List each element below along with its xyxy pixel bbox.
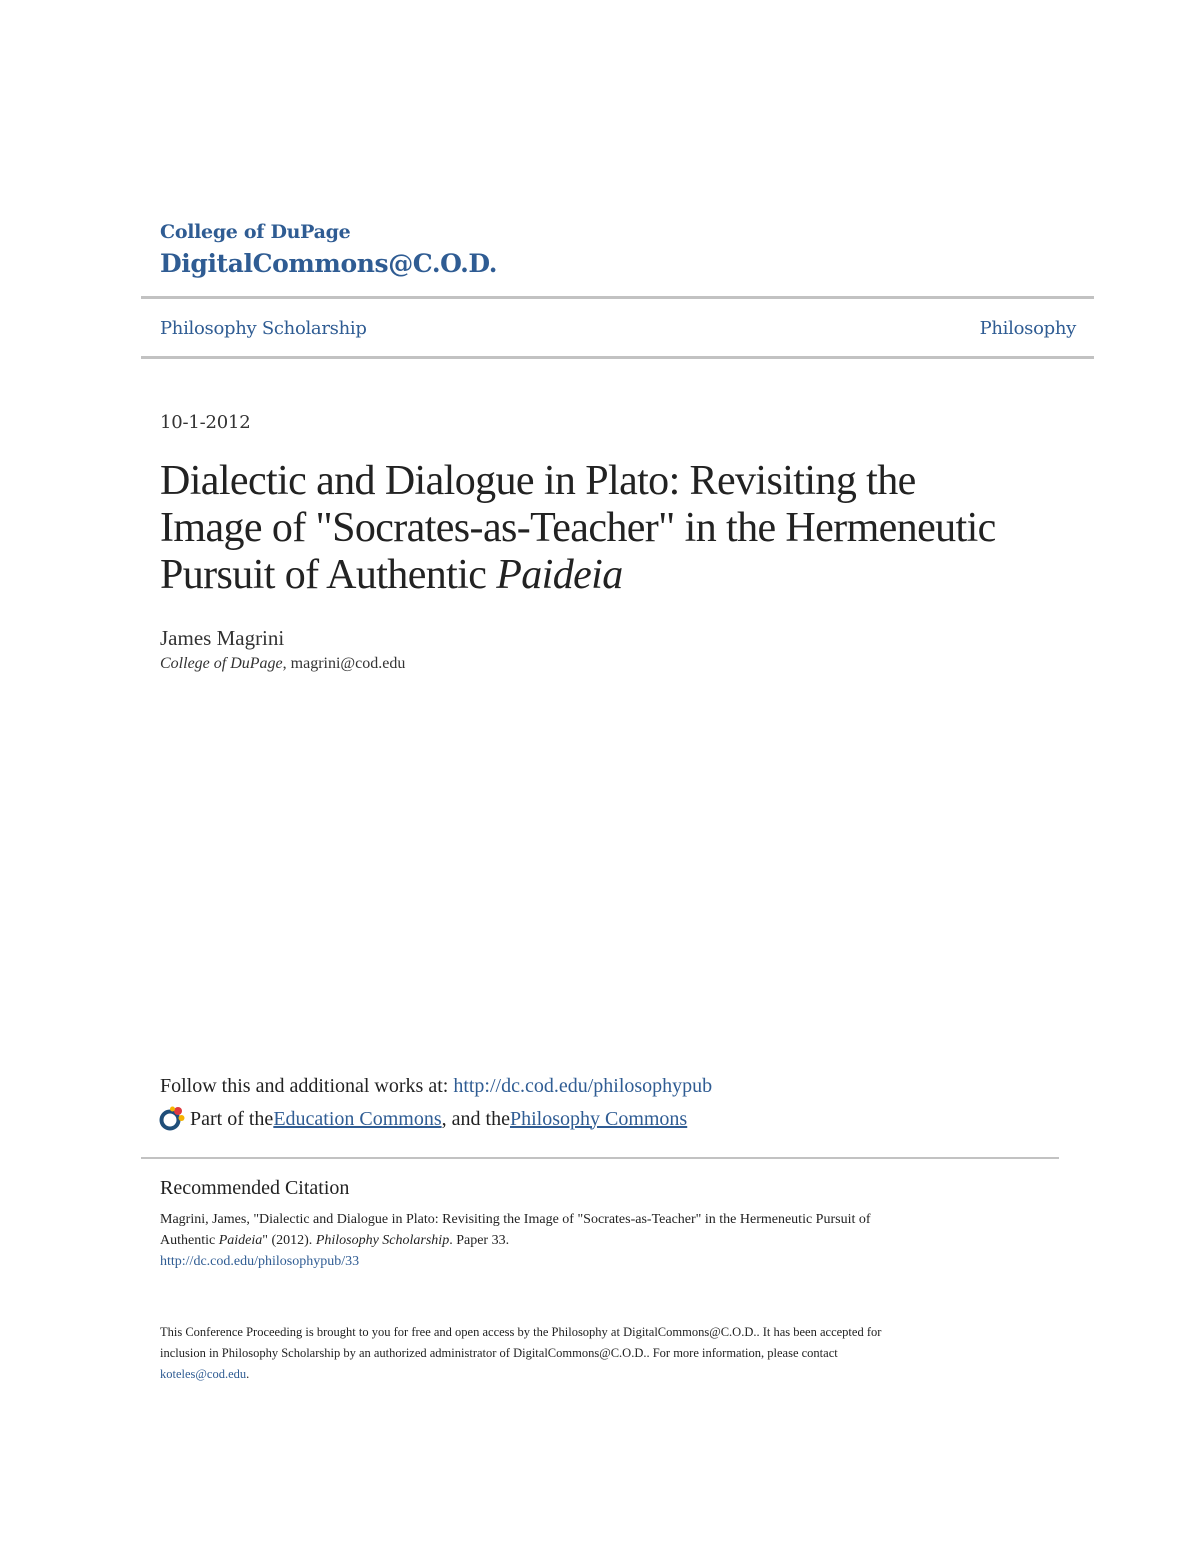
philosophy-commons-link[interactable]: Philosophy Commons — [509, 1107, 688, 1130]
access-line-1: This Conference Proceeding is brought to you for free and open access by the Philosophy at DigitalCommons@C.O.D.. It has been accepted for — [160, 1325, 882, 1339]
citation-line-2-pre: Authentic — [160, 1233, 219, 1248]
nav-bottom-rule — [141, 356, 1094, 359]
institution-name[interactable]: College of DuPage — [160, 221, 351, 243]
department-link[interactable]: Philosophy — [979, 318, 1076, 339]
citation-text — [160, 1209, 1040, 1272]
top-rule — [141, 296, 1094, 299]
recommended-citation-heading: Recommended Citation — [160, 1177, 350, 1199]
citation-italic-word: Paideia — [218, 1233, 263, 1248]
repository-name[interactable]: DigitalCommons@C.O.D. — [160, 249, 498, 278]
title-line-2: Image of "Socrates-as-Teacher" in the Hermeneutic — [160, 505, 996, 551]
series-link[interactable]: Philosophy Scholarship — [160, 318, 367, 339]
title-italic-word: Paideia — [496, 552, 623, 598]
author-affiliation — [160, 655, 405, 673]
access-end: . — [246, 1367, 250, 1381]
follow-url-link[interactable]: http://dc.cod.edu/philosophypub — [453, 1075, 713, 1097]
follow-line — [160, 1075, 712, 1098]
education-commons-link[interactable]: Education Commons — [273, 1107, 442, 1130]
part-of-middle: , and the — [441, 1107, 510, 1130]
publication-date: 10-1-2012 — [160, 412, 251, 433]
access-line-3 — [160, 1364, 1040, 1385]
part-of-line — [158, 1105, 687, 1133]
citation-series: Philosophy Scholarship — [315, 1233, 450, 1248]
title-line-3-text: Pursuit of Authentic — [160, 552, 497, 598]
contact-email-link[interactable]: koteles@cod.edu — [160, 1367, 247, 1381]
citation-url-link[interactable]: http://dc.cod.edu/philosophypub/33 — [160, 1254, 360, 1269]
paper-title — [160, 458, 1060, 599]
citation-line-2 — [160, 1230, 1040, 1251]
follow-label: Follow this and additional works at: — [160, 1075, 454, 1097]
citation-line-2-mid: " (2012). — [262, 1233, 316, 1248]
affiliation-institution: College of DuPage — [160, 655, 283, 672]
access-statement — [160, 1322, 1040, 1385]
citation-rule — [141, 1157, 1059, 1159]
part-of-prefix: Part of the — [190, 1107, 274, 1130]
author-name: James Magrini — [160, 626, 285, 650]
network-commons-icon — [158, 1105, 186, 1133]
title-line-1: Dialectic and Dialogue in Plato: Revisiting the — [160, 458, 916, 504]
title-line-3 — [160, 552, 1060, 599]
citation-line-1: Magrini, James, "Dialectic and Dialogue in Plato: Revisiting the Image of "Socrates-as-Teacher" in the Hermeneutic Pursuit of — [160, 1212, 871, 1227]
affiliation-email: , magrini@cod.edu — [282, 655, 406, 672]
access-line-2: inclusion in Philosophy Scholarship by an authorized administrator of DigitalCommons@C.O.D.. For more information, please contact — [160, 1346, 838, 1360]
citation-line-2-post: . Paper 33. — [449, 1233, 510, 1248]
